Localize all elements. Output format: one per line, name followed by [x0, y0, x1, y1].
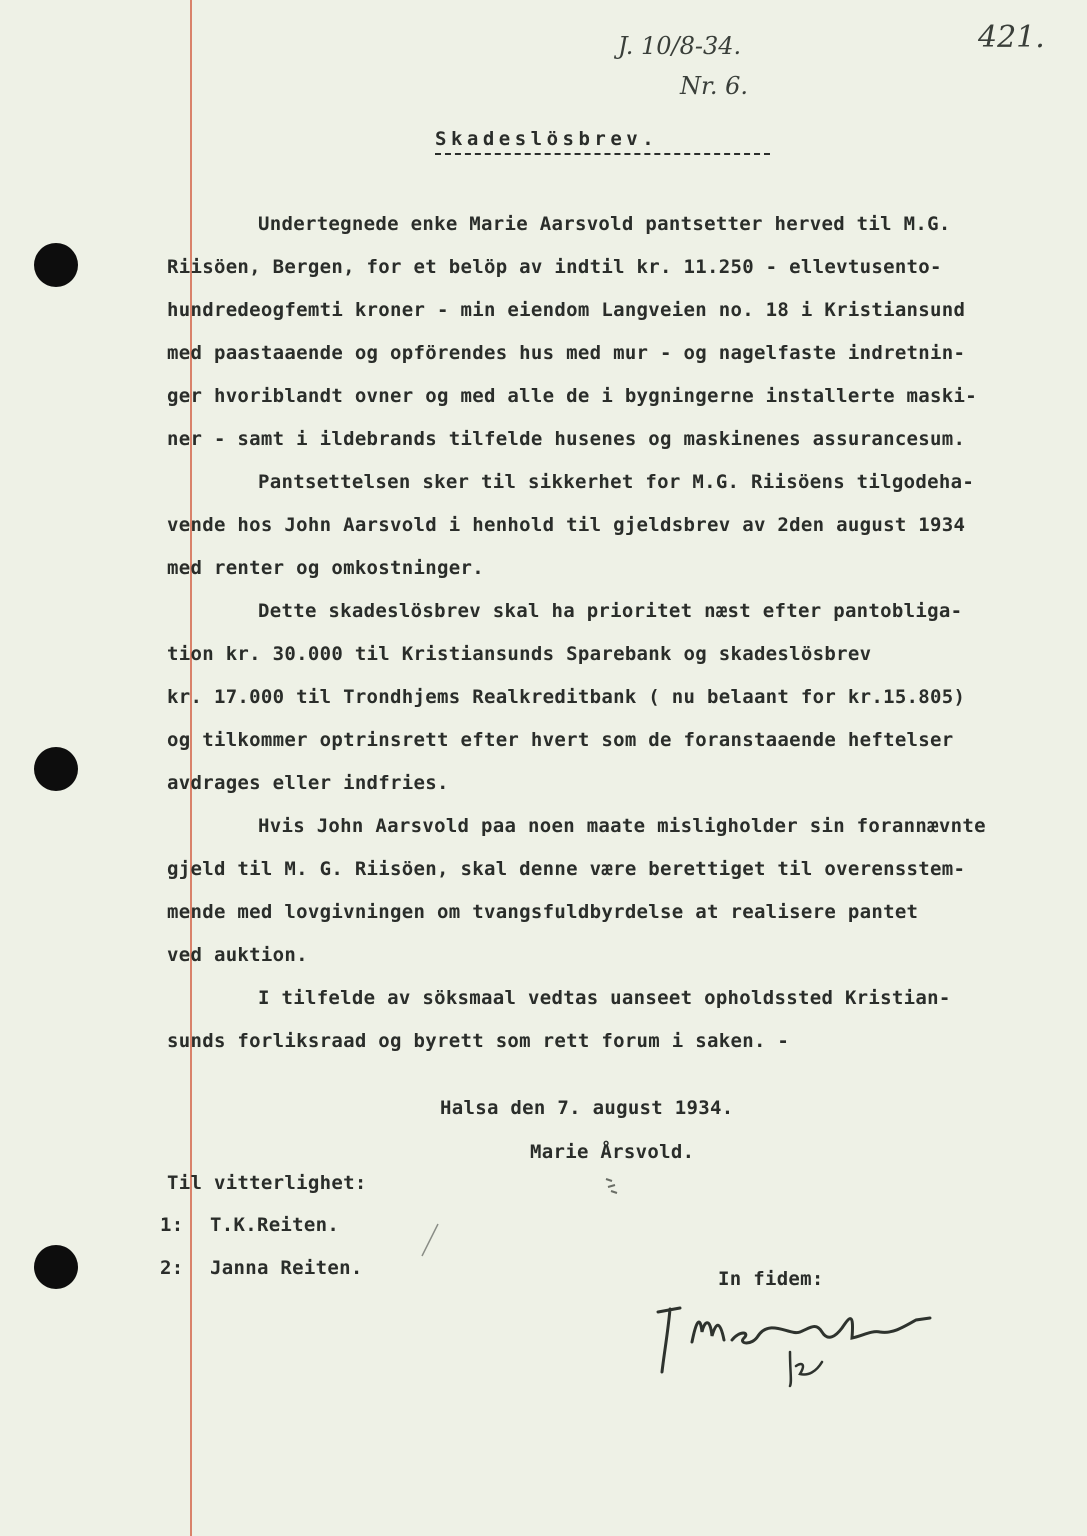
body-line: ved auktion. — [167, 944, 308, 966]
body-line: Riisöen, Bergen, for et belöp av indtil kr. 11.250 - ellevtusento- — [167, 256, 942, 278]
witness-heading: Til vitterlighet: — [167, 1172, 367, 1194]
witness-1-name: T.K.Reiten. — [210, 1214, 340, 1236]
body-line: mende med lovgivningen om tvangsfuldbyrdelse at realisere pantet — [167, 901, 919, 923]
page-number: 421. — [978, 20, 1045, 55]
witness-2-name: Janna Reiten. — [210, 1257, 363, 1279]
body-line: og tilkommer optrinsrett efter hvert som de foranstaaende heftelser — [167, 729, 954, 751]
body-line: med paastaaende og opförendes hus med mur - og nagelfaste indretnin- — [167, 342, 966, 364]
body-line: avdrages eller indfries. — [167, 772, 449, 794]
body-line: I tilfelde av söksmaal vedtas uanseet opholdssted Kristian- — [258, 987, 951, 1009]
pencil-mark — [418, 1222, 442, 1258]
body-line: ner - samt i ildebrands tilfelde husenes og maskinenes assurancesum. — [167, 428, 966, 450]
signer-name: Marie Årsvold. — [530, 1141, 695, 1163]
title-underline — [435, 153, 770, 155]
margin-rule — [190, 0, 192, 1536]
body-line: hundredeogfemti kroner - min eiendom Langveien no. 18 i Kristiansund — [167, 299, 966, 321]
punch-hole-middle — [34, 747, 78, 791]
body-line: vende hos John Aarsvold i henhold til gjeldsbrev av 2den august 1934 — [167, 514, 966, 536]
body-line: Pantsettelsen sker til sikkerhet for M.G. Riisöens tilgodeha- — [258, 471, 975, 493]
witness-2-number: 2: — [160, 1257, 184, 1279]
body-line: Undertegnede enke Marie Aarsvold pantsetter herved til M.G. — [258, 213, 951, 235]
body-line: Hvis John Aarsvold paa noen maate misligholder sin forannævnte — [258, 815, 986, 837]
body-line: gjeld til M. G. Riisöen, skal denne være berettiget til overensstem- — [167, 858, 966, 880]
document-title: Skadeslösbrev. — [435, 128, 659, 150]
in-fidem: In fidem: — [718, 1268, 824, 1290]
body-line: tion kr. 30.000 til Kristiansunds Sparebank og skadeslösbrev — [167, 643, 872, 665]
handwritten-signature — [640, 1292, 950, 1392]
witness-1-number: 1: — [160, 1214, 184, 1236]
place-date: Halsa den 7. august 1934. — [440, 1097, 734, 1119]
date-note: J. 10/8-34. — [618, 32, 742, 60]
body-line: med renter og omkostninger. — [167, 557, 484, 579]
number-note: Nr. 6. — [680, 72, 748, 100]
ink-mark — [603, 1175, 623, 1195]
punch-hole-bottom — [34, 1245, 78, 1289]
body-line: Dette skadeslösbrev skal ha prioritet næst efter pantobliga- — [258, 600, 963, 622]
punch-hole-top — [34, 243, 78, 287]
body-line: ger hvoriblandt ovner og med alle de i bygningerne installerte maski- — [167, 385, 977, 407]
body-line: sunds forliksraad og byrett som rett forum i saken. - — [167, 1030, 790, 1052]
body-line: kr. 17.000 til Trondhjems Realkreditbank ( nu belaant for kr.15.805) — [167, 686, 966, 708]
